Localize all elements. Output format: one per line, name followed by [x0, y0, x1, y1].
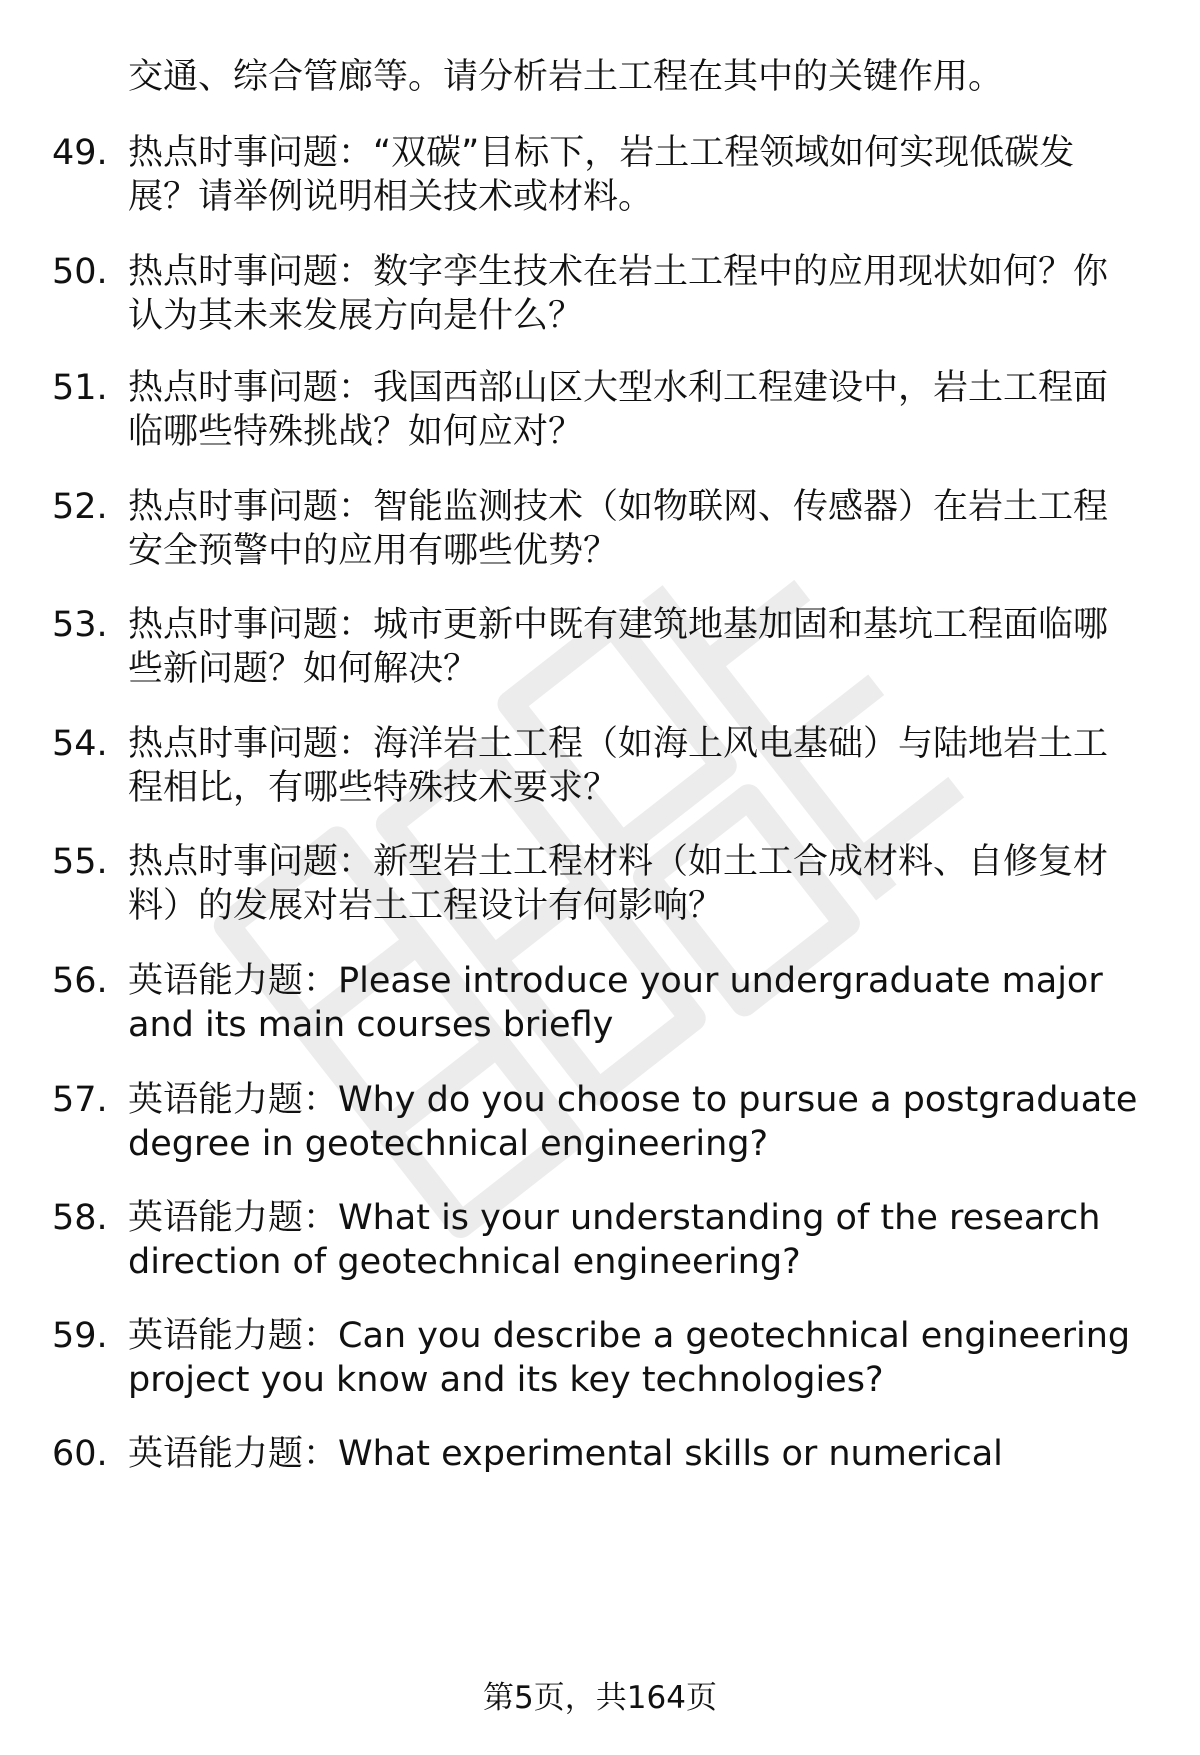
question-text-line2: direction of geotechnical engineering? — [128, 1242, 801, 1282]
question-number: 54. — [52, 724, 108, 764]
question-number: 53. — [52, 605, 108, 645]
question-text-line2: 安全预警中的应用有哪些优势？ — [128, 531, 619, 571]
question-text-line1: 英语能力题：What experimental skills or numerical — [128, 1434, 1003, 1474]
question-text-line1: 热点时事问题：智能监测技术（如物联网、传感器）在岩土工程 — [128, 487, 1109, 527]
question-number: 51. — [52, 368, 108, 408]
question-text-line2: and its main courses briefly — [128, 1005, 614, 1045]
lead-line-text: 交通、综合管廊等。请分析岩土工程在其中的关键作用。 — [128, 57, 1004, 97]
question-text-line1: 英语能力题：Please introduce your undergraduate major — [128, 961, 1103, 1001]
question-number: 49. — [52, 133, 108, 173]
question-text-line2: degree in geotechnical engineering? — [128, 1124, 769, 1164]
question-text-line1: 热点时事问题：“双碳”目标下，岩土工程领域如何实现低碳发 — [128, 133, 1075, 173]
question-text-line2: 认为其未来发展方向是什么？ — [128, 296, 584, 336]
question-text-line1: 英语能力题：What is your understanding of the research — [128, 1198, 1101, 1238]
question-text-line1: 热点时事问题：数字孪生技术在岩土工程中的应用现状如何？你 — [128, 252, 1109, 292]
question-text-line1: 英语能力题：Why do you choose to pursue a postgraduate — [128, 1080, 1138, 1120]
question-number: 60. — [52, 1434, 108, 1474]
question-text-line1: 热点时事问题：海洋岩土工程（如海上风电基础）与陆地岩土工 — [128, 724, 1109, 764]
question-number: 57. — [52, 1080, 108, 1120]
question-text-line1: 热点时事问题：城市更新中既有建筑地基加固和基坑工程面临哪 — [128, 605, 1109, 645]
question-text-line1: 英语能力题：Can you describe a geotechnical engineering — [128, 1316, 1131, 1356]
question-text-line2: 临哪些特殊挑战？如何应对？ — [128, 412, 584, 452]
question-text-line1: 热点时事问题：新型岩土工程材料（如土工合成材料、自修复材 — [128, 842, 1109, 882]
question-text-line2: 展？请举例说明相关技术或材料。 — [128, 177, 654, 217]
question-number: 52. — [52, 487, 108, 527]
question-text-line2: project you know and its key technologies? — [128, 1360, 884, 1400]
question-number: 59. — [52, 1316, 108, 1356]
question-text-line2: 程相比，有哪些特殊技术要求？ — [128, 768, 619, 808]
question-number: 55. — [52, 842, 108, 882]
question-number: 58. — [52, 1198, 108, 1238]
question-text-line2: 料）的发展对岩土工程设计有何影响？ — [128, 886, 724, 926]
question-text-line1: 热点时事问题：我国西部山区大型水利工程建设中，岩土工程面 — [128, 368, 1109, 408]
page-footer: 第5页，共164页 — [483, 1680, 717, 1716]
question-text-line2: 些新问题？如何解决？ — [128, 649, 479, 689]
question-number: 56. — [52, 961, 108, 1001]
question-number: 50. — [52, 252, 108, 292]
